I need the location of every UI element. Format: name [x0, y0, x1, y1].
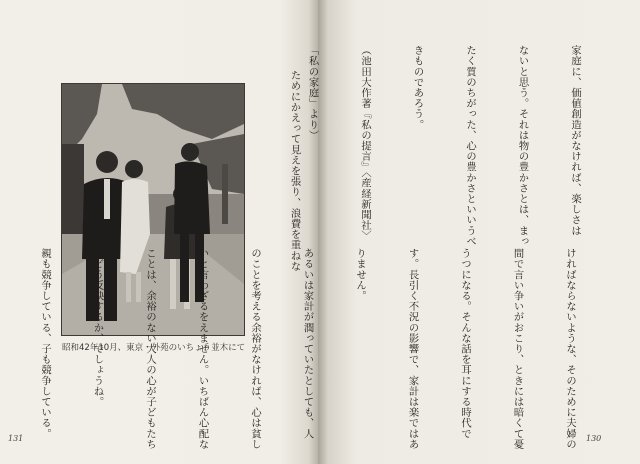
text-line: す。長引く不況の影響で、家計は楽ではあ [406, 248, 419, 450]
text-line: りません。 [354, 248, 366, 301]
text-line: 親も競争している、子も競争している。 [39, 248, 51, 439]
text-line: のことを考える余裕がなければ、心は貧し [249, 248, 261, 450]
text-line: ことは、余裕のない大人の心が子どもたち [144, 248, 156, 450]
text-line: うつになる。そんな話を耳にする時代で [459, 248, 471, 439]
quote-source-line: （池田大作著『私の提言』〈産経新聞社〉 [359, 45, 371, 242]
quote-source-line: 「私の家庭」より） [306, 45, 319, 141]
quote-line: 家庭に、価値創造がなければ、楽しさは [569, 45, 581, 236]
quote-line: きものであろう。 [411, 45, 424, 130]
page-number-left: 131 [8, 434, 24, 443]
quote-line: たく質のちがった、心の豊かさといいうべ [464, 45, 476, 247]
text-line: ためにかえって見えを張り、浪費を重ねな [288, 70, 301, 272]
quote-block [306, 45, 618, 255]
text-line: にどう反映するか、でしょうね。 [91, 248, 104, 407]
text-line: ければならないような、そのために夫婦の [564, 248, 576, 450]
text-line [0, 248, 1, 438]
text-line: いと言わざるをえません。いちばん心配な [196, 248, 209, 450]
text-line: あるいは家計が潤っていたとしても、人 [301, 248, 314, 439]
text-line: 間で言い争いがおこり、ときには暗くて憂 [511, 248, 524, 450]
quote-line: ないと思う。それは物の豊かさとは、まっ [516, 45, 529, 247]
page-number-right: 130 [586, 434, 602, 443]
photo-caption: 昭和42年10月、東京・外苑のいちょう並木にて [62, 343, 246, 353]
